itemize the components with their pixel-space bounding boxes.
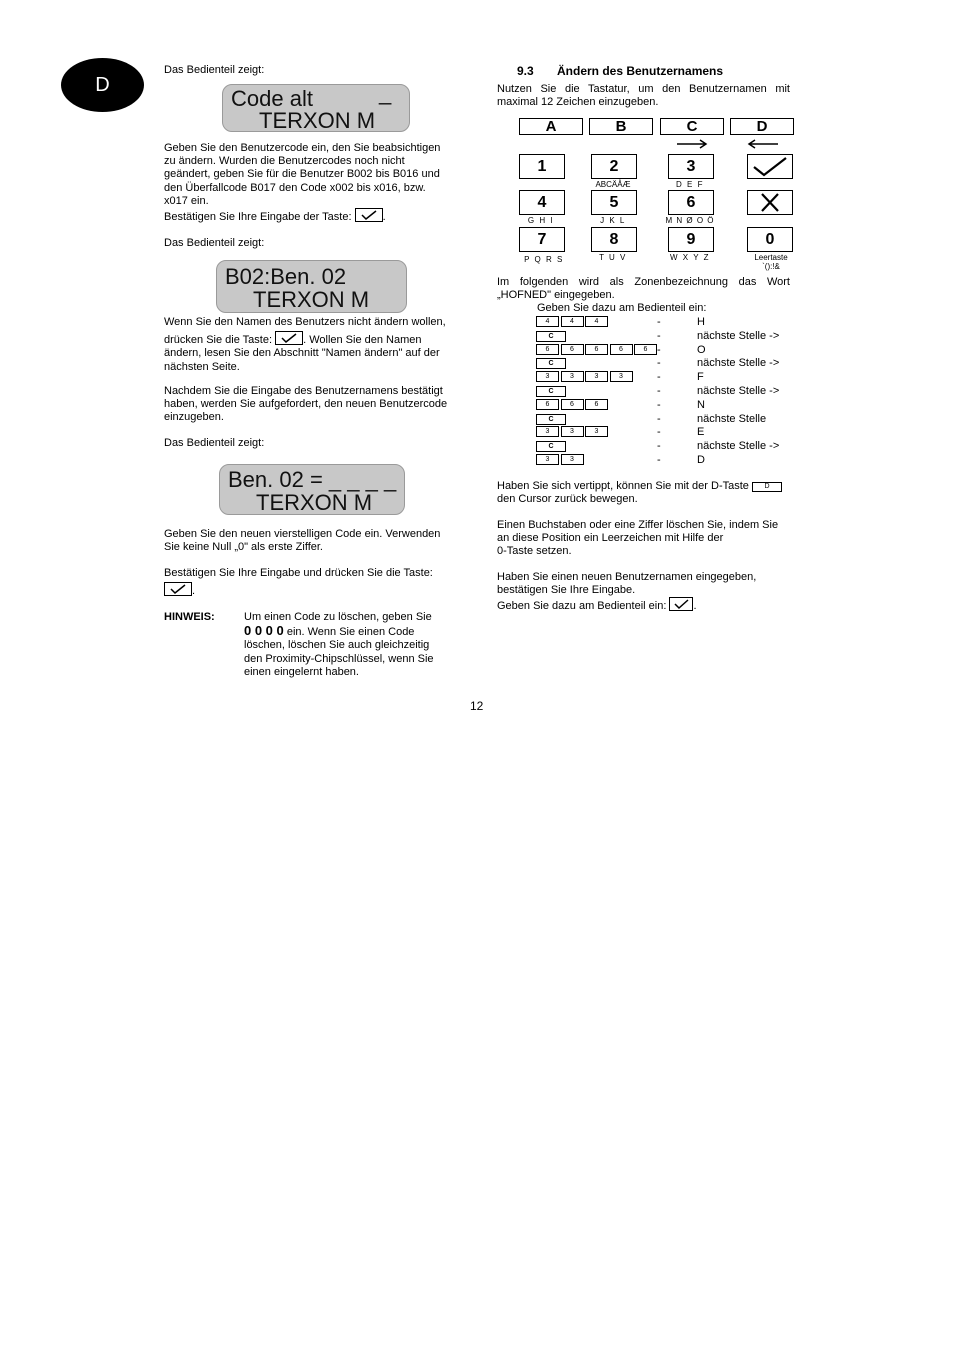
sequence-key: 6 (561, 344, 584, 355)
key-9: 9 (668, 227, 714, 252)
paragraph-four-digit: Geben Sie den neuen vierstelligen Code ein. Verwenden Sie keine Null „0" als erste Ziffer. (164, 528, 441, 554)
key-0: 0 (747, 227, 793, 252)
paragraph-code-entry: Geben Sie den Benutzercode ein, den Sie beabsichtigen zu ändern. Wurden die Benutzercodes noch nicht geändert, geben Sie für die Benutzer B002 bis B016 und den Überfallcode B017 den Code x002 bis x016, bzw. x017 ein. Bestätigen Sie Ihre Eingabe der Taste: . (164, 142, 441, 224)
lcd-line-2: TERXON M (256, 490, 373, 515)
sequence-result: nächste Stelle -> (697, 440, 780, 452)
key-6-letters: M N Ø O Ö (665, 216, 715, 225)
sequence-key: 6 (634, 344, 657, 355)
paragraph-new-code: Nachdem Sie die Eingabe des Benutzernamens bestätigt haben, werden Sie aufgefordert, den neuen Benutzercode einzugeben. (164, 385, 448, 424)
key-3-letters: D E F (676, 180, 704, 189)
arrow-left-icon (747, 139, 779, 149)
key-6: 6 (668, 190, 714, 215)
display-intro-1: Das Bedienteil zeigt: (164, 64, 265, 76)
sequence-result: E (697, 426, 705, 438)
key-a: A (519, 118, 583, 135)
sequence-result: D (697, 454, 705, 466)
cancel-key-icon (747, 190, 793, 215)
paragraph-delete: Einen Buchstaben oder eine Ziffer löschen Sie, indem Sie an diese Position ein Leerzeichen mit Hilfe der 0-Taste setzen. (497, 519, 779, 558)
key-5: 5 (591, 190, 637, 215)
sequence-dash: - (657, 440, 661, 452)
key-5-letters: J K L (600, 216, 626, 225)
section-number: 9.3 (517, 64, 534, 78)
sequence-result: H (697, 316, 705, 328)
lcd-line-2: TERXON M (253, 287, 370, 312)
sequence-dash: - (657, 330, 661, 342)
note-text: Um einen Code zu löschen, geben Sie 0 0 0 0 ein. Wenn Sie einen Code löschen, löschen Sie auch gleichzeitig den Proximity-Chipschlüssel, wenn Sie einen eingelernt haben. (244, 611, 434, 678)
check-key-icon (275, 331, 303, 345)
paragraph-intro: Nutzen Sie die Tastatur, um den Benutzernamen mit maximal 12 Zeichen einzugeben. (497, 83, 790, 109)
arrow-right-icon (676, 139, 708, 149)
lcd-code-alt (222, 80, 410, 133)
sequence-key: 4 (561, 316, 584, 327)
sequence-key: 3 (561, 454, 584, 465)
sequence-key: C (536, 331, 566, 342)
display-intro-2: Das Bedienteil zeigt: (164, 237, 265, 249)
key-b: B (589, 118, 653, 135)
note-label: HINWEIS: (164, 611, 215, 623)
lcd-line-2: TERXON M (259, 108, 376, 133)
sequence-result: nächste Stelle -> (697, 330, 780, 342)
sequence-key: 4 (536, 316, 559, 327)
key-d: D (730, 118, 794, 135)
paragraph-d-key: Haben Sie sich vertippt, können Sie mit der D-Taste D den Cursor zurück bewegen. (497, 480, 782, 506)
sequence-key: 6 (585, 399, 608, 410)
sequence-key: 3 (536, 454, 559, 465)
check-key-icon (747, 154, 793, 179)
key-2: 2 (591, 154, 637, 179)
lcd-new-code (219, 464, 405, 515)
sequence-key: 3 (536, 426, 559, 437)
sequence-result: nächste Stelle -> (697, 357, 780, 369)
sequence-dash: - (657, 426, 661, 438)
sequence-dash: - (657, 385, 661, 397)
sequence-key: 3 (561, 371, 584, 382)
sequence-key: 6 (585, 344, 608, 355)
paragraph-name-change: Wenn Sie den Namen des Benutzers nicht ändern wollen, drücken Sie die Taste: . Wollen Sie den Namen ändern, lesen Sie den Abschnitt "Namen ändern" auf der nächsten Seite. (164, 316, 446, 373)
sequence-dash: - (657, 316, 661, 328)
sequence-key: 3 (536, 371, 559, 382)
sequence-dash: - (657, 357, 661, 369)
page-number: 12 (470, 699, 484, 713)
language-badge: D (61, 58, 144, 112)
lcd-line-1: B02:Ben. 02 (225, 264, 347, 289)
sequence-key: 6 (561, 399, 584, 410)
key-7-letters: P Q R S (524, 255, 564, 264)
sequence-dash: - (657, 399, 661, 411)
sequence-result: O (697, 344, 706, 356)
sequence-key: 6 (610, 344, 633, 355)
sequence-key: C (536, 414, 566, 425)
key-2-letters: ABCÄÅÆ (595, 180, 631, 189)
sequence-key: 3 (561, 426, 584, 437)
sequence-result: F (697, 371, 704, 383)
key-4-letters: G H I (527, 216, 555, 225)
sequence-dash: - (657, 371, 661, 383)
lcd-user-name (216, 260, 407, 313)
key-9-letters: W X Y Z (670, 253, 710, 262)
key-0-symbols: `():!& (762, 262, 780, 271)
sequence-key: 3 (585, 426, 608, 437)
key-0-label: Leertaste (754, 253, 788, 262)
sequence-dash: - (657, 454, 661, 466)
lcd-line-1: Ben. 02 = _ _ _ _ (228, 467, 397, 492)
sequence-result: nächste Stelle (697, 413, 767, 425)
check-key-icon (669, 597, 693, 611)
section-title: Ändern des Benutzernamens (557, 64, 724, 78)
key-3: 3 (668, 154, 714, 179)
key-8: 8 (591, 227, 637, 252)
display-intro-3: Das Bedienteil zeigt: (164, 437, 265, 449)
sequence-key: 3 (585, 371, 608, 382)
key-8-letters: T U V (599, 253, 627, 262)
sequence-result: N (697, 399, 705, 411)
sequence-key: C (536, 386, 566, 397)
sequence-dash: - (657, 413, 661, 425)
sequence-key: C (536, 441, 566, 452)
key-4: 4 (519, 190, 565, 215)
paragraph-confirm-name: Haben Sie einen neuen Benutzernamen eingegeben, bestätigen Sie Ihre Eingabe. Geben Sie dazu am Bedienteil ein: . (497, 571, 757, 613)
sequence-key: 6 (536, 344, 559, 355)
sequence-key: 6 (536, 399, 559, 410)
lcd-cursor: _ (379, 80, 392, 105)
sequence-key: C (536, 358, 566, 369)
key-c: C (660, 118, 724, 135)
key-1: 1 (519, 154, 565, 179)
sequence-dash: - (657, 344, 661, 356)
sequence-result: nächste Stelle -> (697, 385, 780, 397)
d-key-icon: D (752, 482, 782, 492)
check-key-icon (355, 208, 383, 222)
paragraph-confirm: Bestätigen Sie Ihre Eingabe und drücken Sie die Taste: . (164, 567, 433, 598)
paragraph-example: Im folgenden wird als Zonenbezeichnung das Wort „HOFNED" eingegeben. (497, 276, 790, 302)
lcd-line-1: Code alt (231, 86, 313, 111)
sequence-key: 4 (585, 316, 608, 327)
check-key-icon (164, 582, 192, 596)
example-instruction: Geben Sie dazu am Bedienteil ein: (537, 302, 707, 314)
sequence-key: 3 (610, 371, 633, 382)
key-7: 7 (519, 227, 565, 252)
